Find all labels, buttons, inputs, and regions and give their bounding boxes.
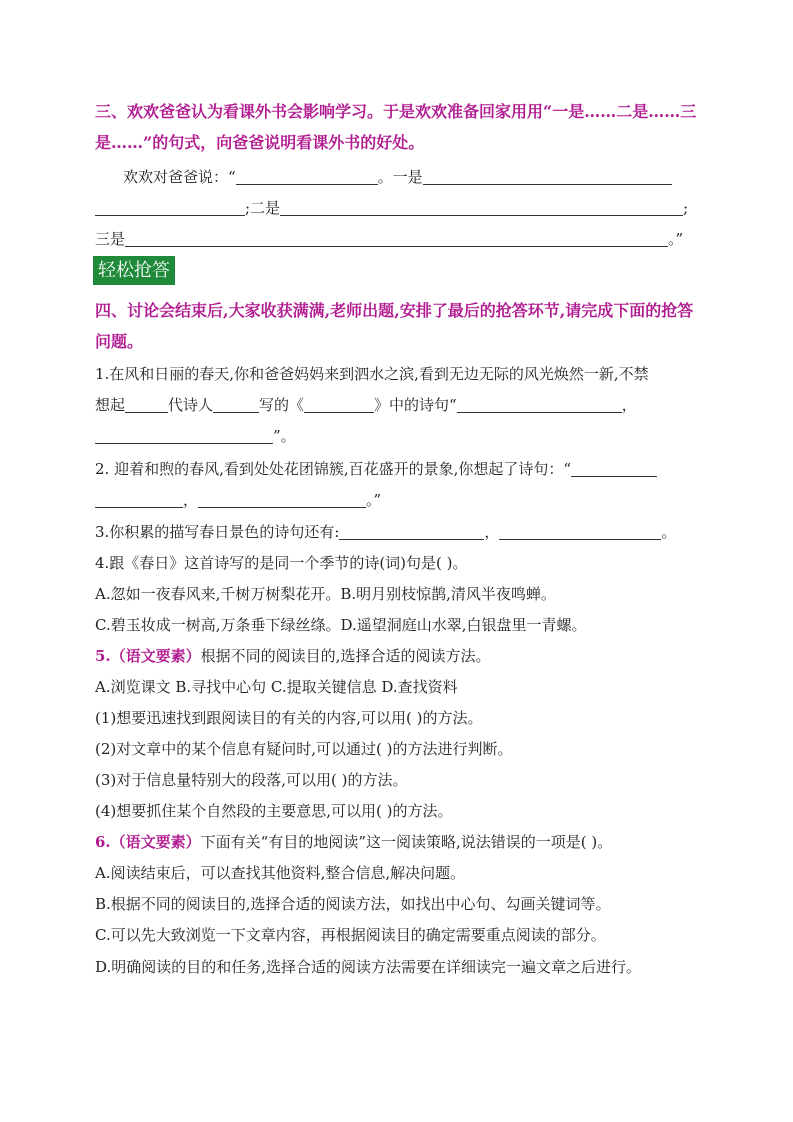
q4-item5-sub2: (2)对文章中的某个信息有疑问时,可以通过( )的方法进行判断。	[95, 740, 513, 758]
q4-title-line1: 四、讨论会结束后,大家收获满满,老师出题,安排了最后的抢答环节,请完成下面的抢答	[95, 301, 694, 320]
q4-item1-blank-verse1[interactable]	[457, 396, 622, 413]
q3-fill3-end: 。”	[668, 230, 684, 248]
q4-item2-blank-1a[interactable]	[571, 460, 657, 477]
q4-item1-blank-era[interactable]	[125, 396, 168, 413]
q4-item1-c: 写的《	[259, 396, 305, 414]
q4-item6-option-a: A.阅读结束后，可以查找其他资料,整合信息,解决问题。	[95, 864, 466, 882]
q4-item5-options: A.浏览课文 B.寻找中心句 C.提取关键信息 D.查找资料	[95, 678, 458, 696]
q4-item6-option-b: B.根据不同的阅读目的,选择合适的阅读方法，如找出中心句、勾画关键词等。	[95, 895, 611, 913]
q3-fill1-start: 欢欢对爸爸说：“	[123, 168, 236, 186]
q4-item1-blank-poet[interactable]	[213, 396, 259, 413]
q3-title-line2: 是……”的句式，向爸爸说明看课外书的好处。	[95, 133, 425, 152]
q4-item1-line3	[95, 424, 705, 448]
q3-fill3-start: 三是	[95, 230, 126, 248]
section-banner: 轻松抢答	[93, 256, 175, 285]
q4-item2-end: 。”	[366, 491, 382, 509]
q3-fill-line2	[95, 196, 705, 220]
q4-item3-blank-1[interactable]	[339, 523, 484, 540]
q4-item1-e: ，	[621, 396, 637, 414]
q4-item1-blank-title[interactable]	[304, 396, 374, 413]
q4-item1-a: 想起	[95, 396, 126, 414]
q4-item1-d: 》中的诗句“	[374, 396, 457, 414]
q3-fill-line3	[95, 227, 705, 251]
q4-item6-question-line	[95, 830, 705, 854]
q3-title-line1: 三、欢欢爸爸认为看课外书会影响学习。于是欢欢准备回家用用“一是……二是……三	[95, 102, 697, 121]
q3-blank-1[interactable]	[236, 168, 378, 185]
q3-fill2-mid: ;二是	[245, 199, 281, 217]
q3-fill1-mid: 。一是	[377, 168, 423, 186]
q4-item1-line1: 1.在风和日丽的春天,你和爸爸妈妈来到泗水之滨,看到无边无际的风光焕然一新,不禁	[95, 365, 649, 383]
q4-item2-line2	[95, 488, 705, 512]
q4-item3-end: 。	[661, 523, 677, 541]
q4-item2-blank-1b[interactable]	[95, 491, 183, 508]
q4-item3	[95, 520, 705, 544]
q4-item6-option-c: C.可以先大致浏览一下文章内容，再根据阅读目的确定需要重点阅读的部分。	[95, 926, 606, 944]
q4-item2-text: 2. 迎着和煦的春风,看到处处花团锦簇,百花盛开的景象,你想起了诗句：“	[95, 460, 572, 478]
q4-item1-blank-verse2[interactable]	[95, 427, 273, 444]
q4-item4-options-ab: A.忽如一夜春风来,千树万树梨花开。B.明月别枝惊鹊,清风半夜鸣蝉。	[95, 585, 556, 603]
q3-blank-2[interactable]	[423, 168, 672, 185]
q4-item4-question: 4.跟《春日》这首诗写的是同一个季节的诗(词)句是( )。	[95, 554, 468, 572]
q4-item6-option-d: D.明确阅读的目的和任务,选择合适的阅读方法需要在详细读完一遍文章之后进行。	[95, 958, 642, 976]
q4-item3-start: 3.你积累的描写春日景色的诗句还有:	[95, 523, 340, 541]
q4-item5-tag: 5.（语文要素）	[95, 647, 201, 665]
q4-title-line2: 问题。	[95, 332, 144, 351]
q4-item5-sub3: (3)对于信息量特别大的段落,可以用( )的方法。	[95, 771, 408, 789]
q4-item2-line1	[95, 457, 705, 481]
q4-item6-tag: 6.（语文要素）	[95, 833, 201, 851]
q4-item5-sub4: (4)想要抓住某个自然段的主要意思,可以用( )的方法。	[95, 802, 453, 820]
q4-item6-question: 下面有关“有目的地阅读”这一阅读策略,说法错误的一项是( )。	[200, 833, 613, 851]
q4-item5-question-line	[95, 644, 705, 668]
q4-item2-blank-2[interactable]	[198, 491, 366, 508]
q3-blank-3[interactable]	[95, 199, 245, 216]
q4-item3-mid: ，	[484, 523, 500, 541]
q3-fill-line1	[95, 165, 705, 189]
q3-blank-4[interactable]	[280, 199, 683, 216]
q4-item1-end: ”。	[273, 427, 296, 445]
q4-item5-sub1: (1)想要迅速找到跟阅读目的有关的内容,可以用( )的方法。	[95, 709, 483, 727]
q4-item2-mid: ，	[183, 491, 199, 509]
q4-item1-b: 代诗人	[168, 396, 214, 414]
q3-fill2-end: ;	[683, 199, 689, 217]
q4-item5-question: 根据不同的阅读目的,选择合适的阅读方法。	[200, 647, 491, 665]
q4-item4-options-cd: C.碧玉妆成一树高,万条垂下绿丝绦。D.遥望洞庭山水翠,白银盘里一青螺。	[95, 616, 587, 634]
q3-blank-5[interactable]	[125, 230, 668, 247]
q4-item3-blank-2[interactable]	[499, 523, 661, 540]
q4-item1-line2	[95, 393, 705, 417]
